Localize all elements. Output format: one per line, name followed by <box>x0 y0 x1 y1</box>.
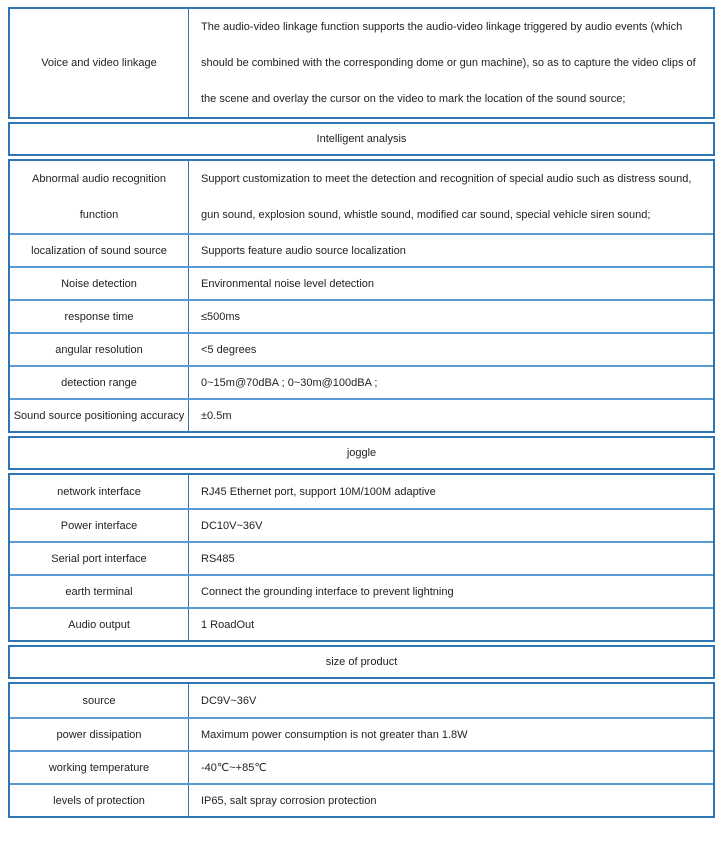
spec-table <box>8 7 715 818</box>
spec-value-cell <box>188 785 713 816</box>
value-text <box>201 729 468 741</box>
spec-value-cell <box>188 367 713 398</box>
value-text <box>201 245 406 257</box>
value-text-line: Connect the grounding interface to prevent lightning <box>201 585 454 598</box>
value-text-line: Supports feature audio source localization <box>201 244 406 257</box>
value-text-line: and overlay the cursor on the video to mark the location of the sound source; <box>251 93 626 105</box>
label-text: detection range <box>61 376 137 389</box>
section-title: size of product <box>325 656 398 668</box>
section-title: joggle <box>346 447 377 459</box>
value-text-line: Maximum power consumption is not greater than 1.8W <box>201 728 468 741</box>
spec-value-cell <box>188 684 713 717</box>
label-text: Audio output <box>68 618 130 631</box>
label-text: Voice and video linkage <box>41 57 157 69</box>
label-text: Abnormal audio recognition <box>32 173 166 185</box>
spec-value-cell <box>188 719 713 750</box>
spec-label-cell <box>10 475 188 508</box>
spec-row <box>10 607 713 640</box>
section-rows <box>8 159 715 433</box>
value-text <box>201 9 705 117</box>
value-text-line: The audio-video linkage function supports the audio-video linkage triggered by audio events (which should <box>201 21 683 69</box>
spec-value-cell <box>188 475 713 508</box>
spec-value-cell <box>188 752 713 783</box>
spec-row <box>10 574 713 607</box>
spec-value-cell <box>188 334 713 365</box>
spec-row <box>10 266 713 299</box>
spec-label-cell <box>10 609 188 640</box>
label-text: localization of sound source <box>31 244 167 257</box>
section-rows <box>8 473 715 642</box>
spec-value-cell <box>188 161 713 233</box>
value-text <box>201 795 376 807</box>
spec-label-cell <box>10 684 188 717</box>
spec-row <box>10 750 713 783</box>
value-text <box>201 161 705 233</box>
value-text <box>201 695 256 707</box>
value-text-line: ≤500ms <box>201 310 241 323</box>
spec-row <box>10 161 713 233</box>
spec-value-cell <box>188 576 713 607</box>
label-text: earth terminal <box>65 585 133 598</box>
spec-label-cell <box>10 268 188 299</box>
spec-row <box>10 9 713 117</box>
section-title: Intelligent analysis <box>316 133 407 145</box>
spec-row <box>10 508 713 541</box>
value-text-line: ±0.5m <box>201 409 232 422</box>
value-text <box>201 586 454 598</box>
value-text <box>201 377 377 389</box>
spec-row <box>10 783 713 816</box>
spec-label-cell <box>10 400 188 431</box>
value-text <box>201 520 262 532</box>
spec-label-cell <box>10 719 188 750</box>
section-header-row <box>8 436 715 470</box>
spec-value-cell <box>188 543 713 574</box>
value-text-line: be combined with the corresponding dome or gun machine), so as to capture the video clips of the scene <box>201 57 696 105</box>
section-rows <box>8 682 715 818</box>
value-text <box>201 410 232 422</box>
spec-label-cell <box>10 334 188 365</box>
spec-row <box>10 475 713 508</box>
spec-label-cell <box>10 785 188 816</box>
label-text: power dissipation <box>56 728 142 741</box>
value-text-line: RS485 <box>201 552 235 565</box>
value-text-line: sound, explosion sound, whistle sound, modified car sound, special vehicle siren sound; <box>222 209 651 221</box>
spec-label-cell <box>10 301 188 332</box>
value-text <box>201 553 235 565</box>
section-rows <box>8 7 715 119</box>
spec-row <box>10 541 713 574</box>
label-text: response time <box>64 310 134 323</box>
label-text: source <box>82 694 116 707</box>
spec-row <box>10 233 713 266</box>
value-text <box>201 344 256 356</box>
spec-row <box>10 365 713 398</box>
value-text-line: <5 degrees <box>201 343 257 356</box>
spec-row <box>10 299 713 332</box>
spec-label-cell <box>10 543 188 574</box>
value-text-line: RJ45 Ethernet port, support 10M/100M adaptive <box>201 485 436 498</box>
value-text-line: -40℃~+85℃ <box>201 762 267 774</box>
spec-label-cell <box>10 510 188 541</box>
spec-label-cell <box>10 367 188 398</box>
value-text-line: 0~15m@70dBA ; 0~30m@100dBA ; <box>201 376 378 389</box>
label-text: Serial port interface <box>51 552 147 565</box>
value-text <box>201 311 240 323</box>
value-text <box>201 278 374 290</box>
spec-value-cell <box>188 400 713 431</box>
label-text: Sound source positioning accuracy <box>13 409 185 422</box>
value-text-line: DC10V~36V <box>201 519 263 532</box>
value-text <box>201 486 436 498</box>
spec-row <box>10 398 713 431</box>
value-text-line: Environmental noise level detection <box>201 277 375 290</box>
value-text-line: 1 RoadOut <box>201 618 255 631</box>
label-text: function <box>79 209 119 221</box>
spec-label-cell <box>10 752 188 783</box>
value-text-line: DC9V~36V <box>201 694 257 707</box>
spec-row <box>10 332 713 365</box>
value-text-line: Support customization to meet the detection and recognition of special audio such as distress sound, gun <box>201 173 692 221</box>
section-header-row <box>8 645 715 679</box>
spec-value-cell <box>188 510 713 541</box>
spec-value-cell <box>188 9 713 117</box>
spec-label-cell <box>10 576 188 607</box>
label-text: Power interface <box>60 519 138 532</box>
spec-value-cell <box>188 301 713 332</box>
spec-value-cell <box>188 235 713 266</box>
value-text <box>201 619 254 631</box>
spec-row <box>10 684 713 717</box>
spec-value-cell <box>188 609 713 640</box>
label-text: levels of protection <box>53 794 145 807</box>
value-text-line: IP65, salt spray corrosion protection <box>201 794 377 807</box>
value-text <box>201 761 267 774</box>
label-text: network interface <box>57 485 141 498</box>
section-header-row <box>8 122 715 156</box>
spec-label-cell <box>10 9 188 117</box>
spec-row <box>10 717 713 750</box>
spec-label-cell <box>10 235 188 266</box>
spec-label-cell <box>10 161 188 233</box>
label-text: Noise detection <box>61 277 137 290</box>
label-text: angular resolution <box>55 343 143 356</box>
spec-value-cell <box>188 268 713 299</box>
label-text: working temperature <box>48 761 150 774</box>
